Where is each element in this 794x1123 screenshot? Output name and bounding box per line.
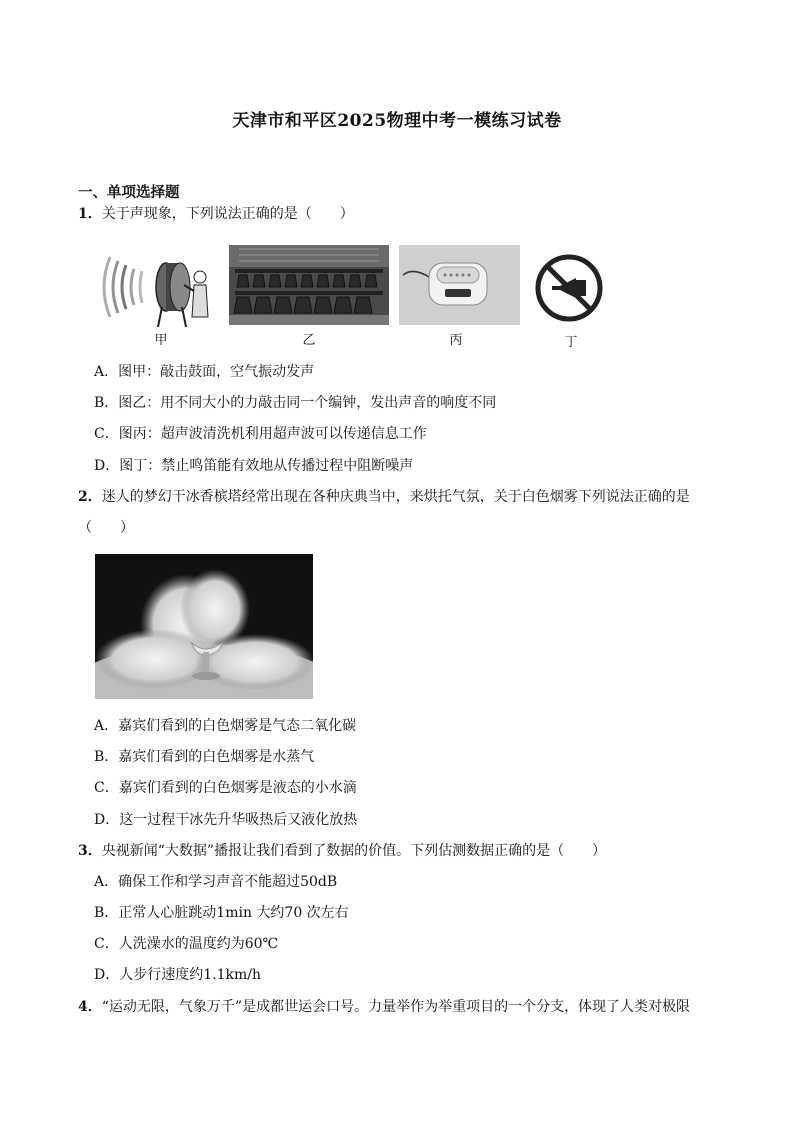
- q2-option-b: B．嘉宾们看到的白色烟雾是水蒸气: [94, 749, 315, 765]
- question-number: 4．: [78, 999, 102, 1015]
- figure-drum: [96, 245, 214, 329]
- figure-dry-ice-fog: [95, 554, 313, 699]
- q2-option-d: D．这一过程干冰先升华吸热后又液化放热: [94, 812, 358, 828]
- caption-ding: 丁: [564, 335, 578, 350]
- question-number: 3．: [78, 843, 102, 859]
- question-text: 迷人的梦幻干冰香槟塔经常出现在各种庆典当中，来烘托气氛，关于白色烟雾下列说法正确的是: [101, 489, 690, 505]
- page-title: 天津市和平区2025物理中考一模练习试卷: [232, 111, 562, 131]
- q3-option-c: C．人洗澡水的温度约为60℃: [94, 936, 279, 952]
- question-text: 央视新闻“大数据”播报让我们看到了数据的价值。下列估测数据正确的是（ ）: [101, 843, 607, 859]
- section-heading: 一、单项选择题: [78, 184, 180, 201]
- figure-no-horn-sign: [534, 253, 604, 323]
- question-4: [78, 997, 728, 1017]
- q1-option-b: B．图乙：用不同大小的力敲击同一个编钟，发出声音的响度不同: [94, 395, 497, 411]
- q3-option-b: B．正常人心脏跳动1min 大约70 次左右: [94, 905, 349, 921]
- figure-chime-bells: [229, 245, 389, 325]
- q1-option-a: A．图甲：敲击鼓面，空气振动发声: [94, 364, 315, 380]
- caption-jia: 甲: [154, 333, 168, 348]
- q3-option-d: D．人步行速度约1.1km/h: [94, 967, 261, 983]
- q1-option-c: C．图丙：超声波清洗机利用超声波可以传递信息工作: [94, 426, 427, 442]
- question-3: [78, 841, 606, 861]
- question-text: 关于声现象，下列说法正确的是（ ）: [101, 206, 354, 222]
- figure-ultrasonic-cleaner: [399, 245, 520, 325]
- q2-option-c: C．嘉宾们看到的白色烟雾是液态的小水滴: [94, 780, 357, 796]
- q3-option-a: A．确保工作和学习声音不能超过50dB: [94, 874, 338, 890]
- question-text: “运动无限，气象万千”是成都世运会口号。力量举作为举重项目的一个分支，体现了人类对极限: [101, 999, 691, 1015]
- caption-yi: 乙: [302, 333, 316, 348]
- caption-bing: 丙: [449, 333, 463, 348]
- question-1: [78, 204, 354, 224]
- question-2: [78, 487, 728, 507]
- q2-option-a: A．嘉宾们看到的白色烟雾是气态二氧化碳: [94, 718, 357, 734]
- question-number: 1．: [78, 206, 102, 222]
- question-number: 2．: [78, 489, 102, 505]
- question-2-continuation: （ ）: [78, 520, 134, 536]
- q1-option-d: D．图丁：禁止鸣笛能有效地从传播过程中阻断噪声: [94, 458, 414, 474]
